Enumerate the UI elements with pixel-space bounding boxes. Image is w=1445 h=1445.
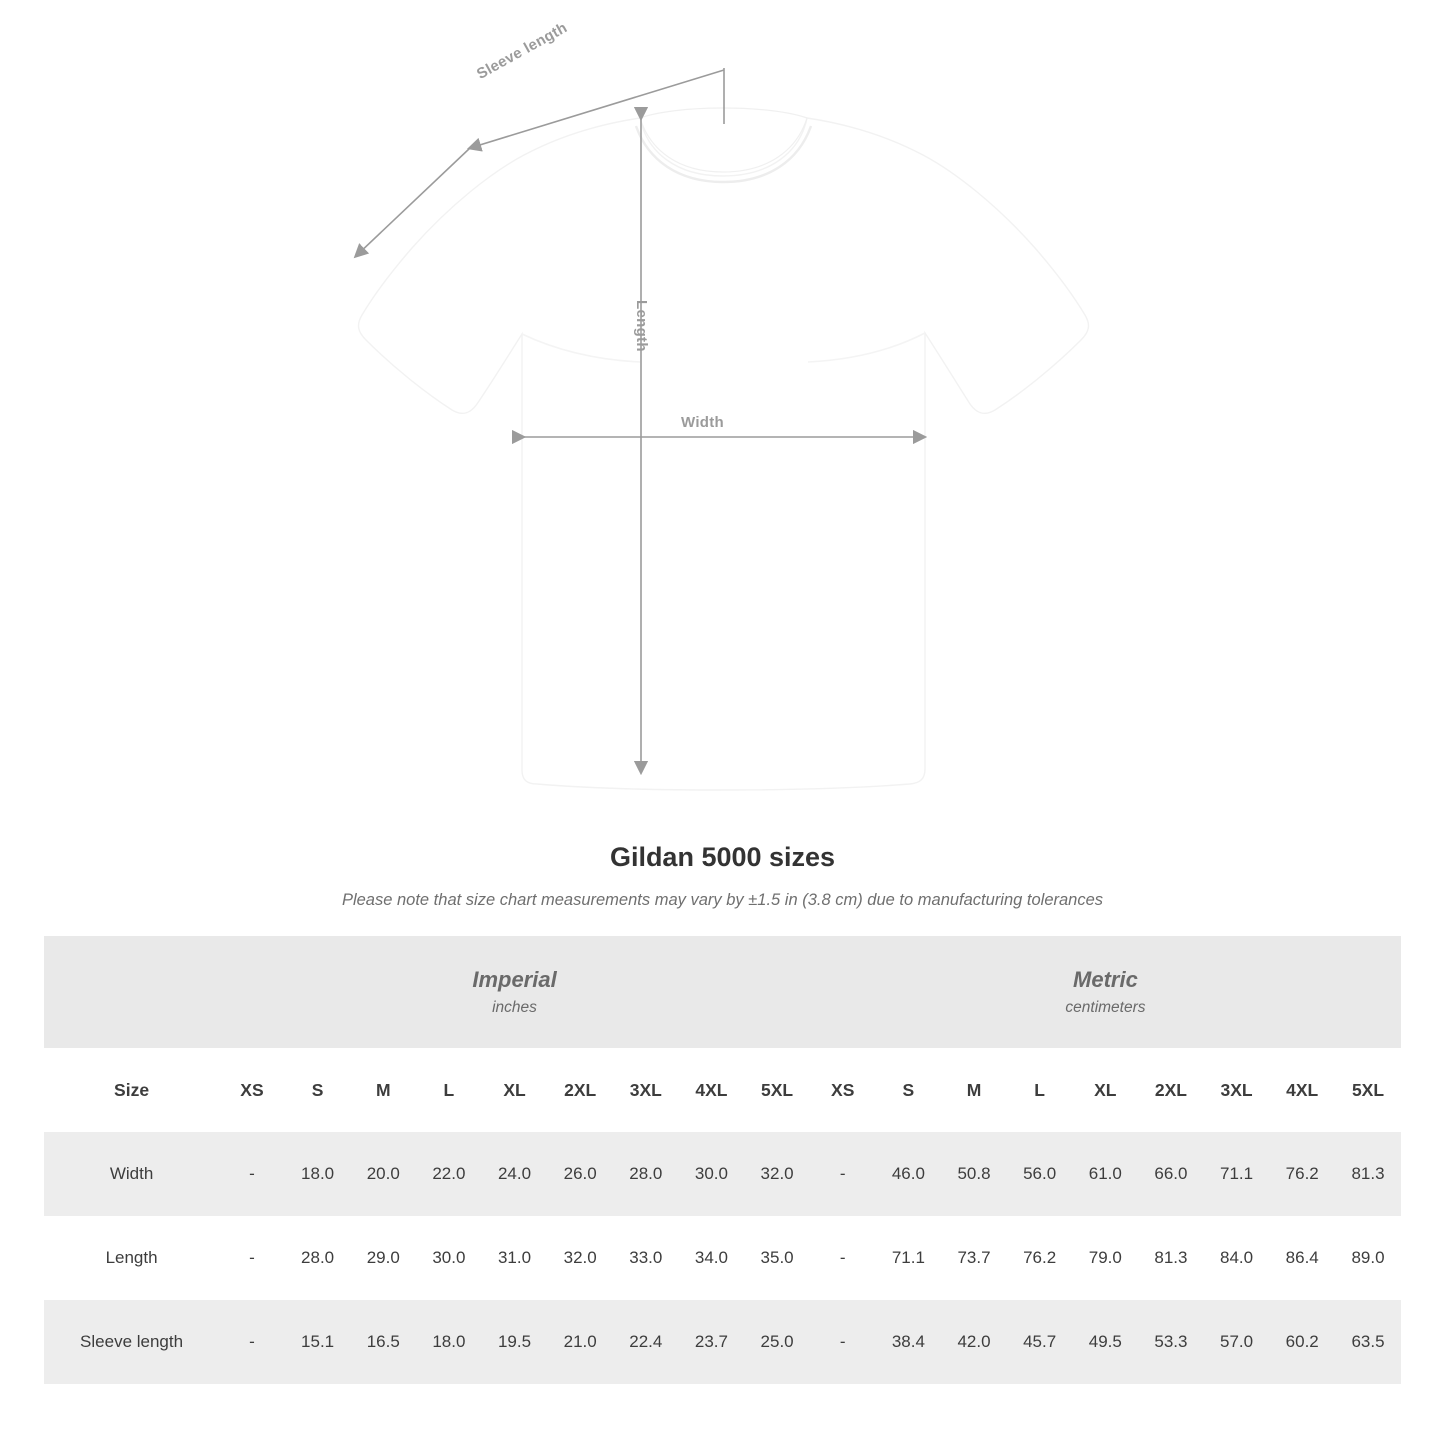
measure-cell-metric: 49.5	[1072, 1300, 1138, 1384]
chart-title: Gildan 5000 sizes	[609, 842, 836, 872]
size-header-cell: 5XL	[744, 1048, 810, 1132]
measure-cell-metric: 86.4	[1269, 1216, 1335, 1300]
row-label: Sleeve length	[44, 1300, 219, 1384]
measure-cell-metric: 79.0	[1072, 1216, 1138, 1300]
measure-cell-metric: 57.0	[1204, 1300, 1270, 1384]
size-header-cell: 4XL	[679, 1048, 745, 1132]
measure-cell-imperial: 15.1	[285, 1300, 351, 1384]
measure-cell-imperial: -	[219, 1132, 285, 1216]
row-label: Width	[44, 1132, 219, 1216]
table-row	[44, 1300, 1401, 1384]
measure-cell-metric: 81.3	[1138, 1216, 1204, 1300]
unit-header-imperial	[219, 936, 810, 1048]
size-header-cell: XS	[810, 1048, 876, 1132]
measure-cell-metric: -	[810, 1132, 876, 1216]
measure-cell-imperial: 18.0	[416, 1300, 482, 1384]
size-table	[44, 936, 1401, 1384]
measure-cell-metric: 63.5	[1335, 1300, 1401, 1384]
size-header-cell: 2XL	[1138, 1048, 1204, 1132]
measure-cell-metric: 73.7	[941, 1216, 1007, 1300]
length-label: Length	[633, 300, 650, 352]
measure-cell-imperial: 21.0	[547, 1300, 613, 1384]
size-table-wrap	[44, 936, 1401, 1384]
measure-cell-imperial: 35.0	[744, 1216, 810, 1300]
size-header-cell: 5XL	[1335, 1048, 1401, 1132]
unit-row-spacer	[44, 936, 219, 1048]
measure-cell-imperial: 31.0	[482, 1216, 548, 1300]
measure-cell-imperial: -	[219, 1300, 285, 1384]
size-header-cell: XS	[219, 1048, 285, 1132]
size-header: Size	[44, 1048, 219, 1132]
measure-cell-imperial: 26.0	[547, 1132, 613, 1216]
measure-cell-imperial: 29.0	[350, 1216, 416, 1300]
measure-cell-metric: 71.1	[876, 1216, 942, 1300]
size-header-cell: 3XL	[1204, 1048, 1270, 1132]
measure-cell-imperial: 30.0	[679, 1132, 745, 1216]
size-header-cell: XL	[482, 1048, 548, 1132]
measure-cell-imperial: 22.0	[416, 1132, 482, 1216]
measure-cell-imperial: 32.0	[744, 1132, 810, 1216]
tshirt-shape	[359, 108, 1089, 790]
chart-note: Please note that size chart measurements may vary by ±1.5 in (3.8 cm) due to manufacturing tolerances	[341, 891, 1104, 909]
measure-cell-metric: 71.1	[1204, 1132, 1270, 1216]
measure-cell-metric: 76.2	[1269, 1132, 1335, 1216]
measure-cell-metric: 84.0	[1204, 1216, 1270, 1300]
measure-cell-imperial: 28.0	[285, 1216, 351, 1300]
measure-cell-imperial: 32.0	[547, 1216, 613, 1300]
unit-name: Metric	[1073, 967, 1138, 993]
measure-cell-metric: 42.0	[941, 1300, 1007, 1384]
measure-cell-imperial: 24.0	[482, 1132, 548, 1216]
measure-cell-imperial: 18.0	[285, 1132, 351, 1216]
size-header-cell: S	[285, 1048, 351, 1132]
table-row	[44, 1216, 1401, 1300]
measure-cell-metric: -	[810, 1300, 876, 1384]
measure-cell-metric: 89.0	[1335, 1216, 1401, 1300]
size-header-cell: 4XL	[1269, 1048, 1335, 1132]
measure-cell-metric: 61.0	[1072, 1132, 1138, 1216]
measure-cell-metric: 81.3	[1335, 1132, 1401, 1216]
measure-cell-imperial: 30.0	[416, 1216, 482, 1300]
measure-cell-imperial: 28.0	[613, 1132, 679, 1216]
size-header-cell: M	[941, 1048, 1007, 1132]
measure-cell-metric: 45.7	[1007, 1300, 1073, 1384]
measure-cell-imperial: 20.0	[350, 1132, 416, 1216]
unit-sub: centimeters	[1065, 998, 1146, 1016]
measure-cell-metric: 66.0	[1138, 1132, 1204, 1216]
measure-cell-imperial: -	[219, 1216, 285, 1300]
size-header-cell: XL	[1072, 1048, 1138, 1132]
measure-cell-metric: 50.8	[941, 1132, 1007, 1216]
measure-cell-metric: 76.2	[1007, 1216, 1073, 1300]
row-label: Length	[44, 1216, 219, 1300]
unit-header-metric	[810, 936, 1401, 1048]
measure-cell-imperial: 33.0	[613, 1216, 679, 1300]
measure-cell-metric: 56.0	[1007, 1132, 1073, 1216]
unit-name: Imperial	[472, 967, 557, 993]
unit-sub: inches	[492, 998, 537, 1016]
sleeve-length-label: Sleeve length	[474, 19, 571, 83]
size-header-cell: M	[350, 1048, 416, 1132]
measure-cell-metric: 60.2	[1269, 1300, 1335, 1384]
measure-cell-metric: 46.0	[876, 1132, 942, 1216]
measure-cell-metric: -	[810, 1216, 876, 1300]
size-header-cell: L	[416, 1048, 482, 1132]
measure-cell-imperial: 23.7	[679, 1300, 745, 1384]
measure-cell-imperial: 22.4	[613, 1300, 679, 1384]
measure-cell-imperial: 16.5	[350, 1300, 416, 1384]
width-label: Width	[681, 414, 725, 431]
measure-cell-imperial: 19.5	[482, 1300, 548, 1384]
size-header-cell: 3XL	[613, 1048, 679, 1132]
size-header-cell: 2XL	[547, 1048, 613, 1132]
measure-cell-metric: 53.3	[1138, 1300, 1204, 1384]
measure-cell-imperial: 34.0	[679, 1216, 745, 1300]
size-header-cell: S	[876, 1048, 942, 1132]
measure-cell-imperial: 25.0	[744, 1300, 810, 1384]
table-row	[44, 1132, 1401, 1216]
measure-cell-metric: 38.4	[876, 1300, 942, 1384]
size-header-cell: L	[1007, 1048, 1073, 1132]
